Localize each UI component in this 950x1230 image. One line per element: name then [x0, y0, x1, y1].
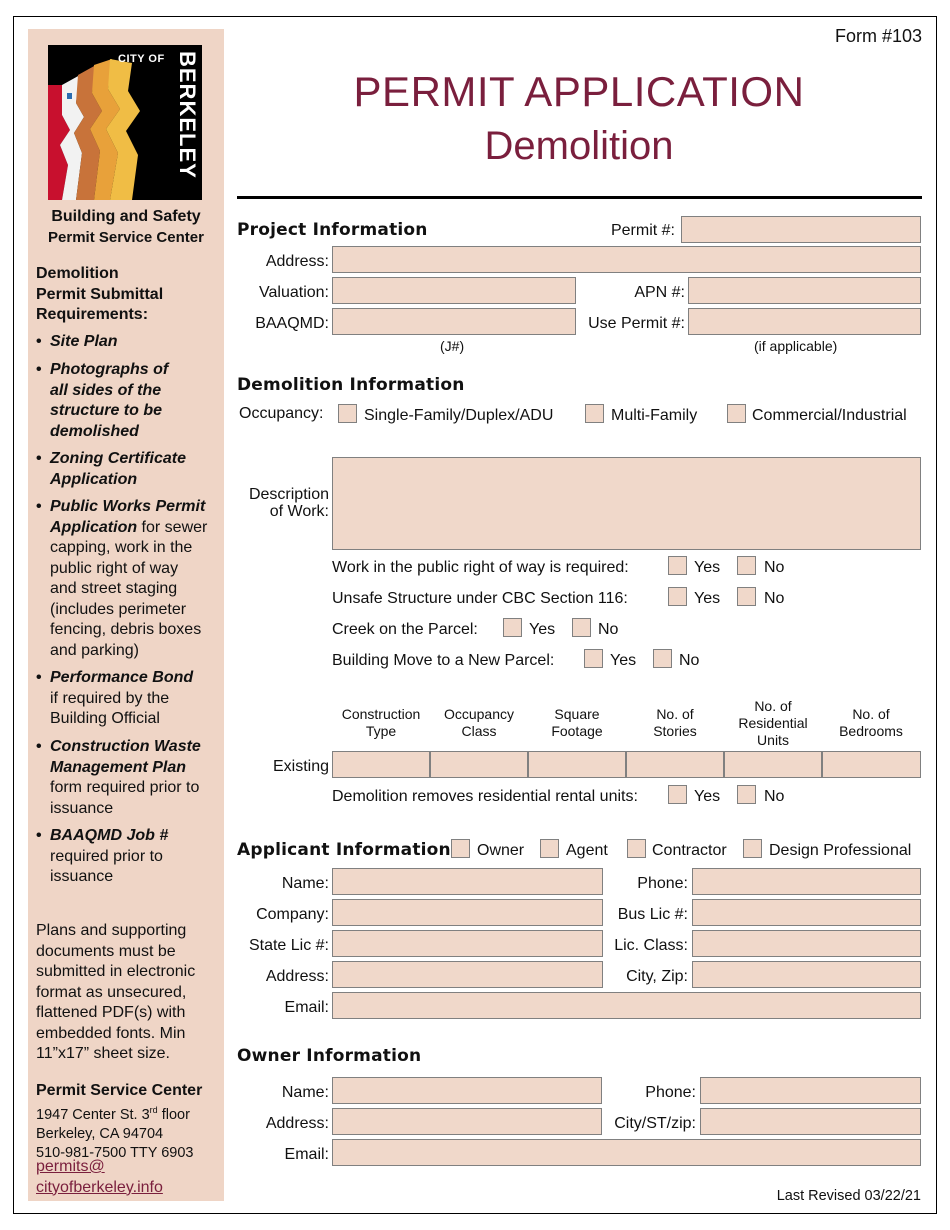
- apn-label: APN #:: [634, 284, 685, 301]
- project-info-heading: Project Information: [237, 220, 428, 240]
- col-bedrooms: [822, 706, 920, 740]
- req-waste-line: Construction Waste: [50, 738, 201, 755]
- creek-no-checkbox[interactable]: [572, 618, 591, 637]
- applicant-owner-label: Owner: [477, 842, 525, 859]
- plans-line: documents must be: [36, 942, 176, 960]
- occupancy-single-family-label: Single-Family/Duplex/ADU: [364, 407, 554, 424]
- address-sup: rd: [149, 1105, 158, 1115]
- col-construction-type: [332, 706, 430, 740]
- req-pw-line: capping, work in the: [50, 539, 193, 556]
- owner-city-field[interactable]: [700, 1108, 921, 1135]
- req-baaqmd-line: required prior to: [50, 847, 163, 865]
- applicant-email-field[interactable]: [332, 992, 921, 1019]
- permit-number-label: Permit #:: [610, 222, 675, 239]
- owner-email-field[interactable]: [332, 1139, 921, 1166]
- move-no-checkbox[interactable]: [653, 649, 672, 668]
- unsafe-yes-checkbox[interactable]: [668, 587, 687, 606]
- req-waste-plan: • Construction Waste Management Plan form required prior to issuance: [36, 738, 201, 817]
- email-link-line[interactable]: cityofberkeley.info: [36, 1178, 163, 1196]
- use-permit-field[interactable]: [688, 308, 921, 335]
- building-move-question: Building Move to a New Parcel:: [332, 652, 555, 669]
- req-pw-line: fencing, debris boxes: [50, 621, 202, 638]
- req-heading-3: Requirements:: [36, 306, 149, 323]
- creek-yes-label: Yes: [529, 621, 556, 638]
- psc-address: [36, 1101, 193, 1163]
- applicant-agent-label: Agent: [566, 842, 608, 859]
- req-zoning-line: Zoning Certificate: [50, 450, 187, 467]
- req-photographs: • Photographs of all sides of the structure to be demolished: [36, 361, 169, 440]
- req-site-plan-text: Site Plan: [50, 333, 118, 350]
- col-header-line: Footage: [551, 723, 603, 739]
- last-revised: Last Revised 03/22/21: [776, 1188, 921, 1204]
- applicant-agent-checkbox[interactable]: [540, 839, 559, 858]
- applicant-email-label: Email:: [284, 999, 329, 1016]
- use-permit-label: Use Permit #:: [588, 315, 685, 332]
- move-yes-checkbox[interactable]: [584, 649, 603, 668]
- req-baaqmd-line: BAAQMD Job #: [50, 827, 169, 844]
- plans-note: [36, 921, 195, 1065]
- applicant-info-heading: Applicant Information: [237, 840, 451, 860]
- email-link-line[interactable]: permits@: [36, 1158, 105, 1175]
- creek-question: Creek on the Parcel:: [332, 621, 478, 638]
- description-label-line: Description: [248, 486, 329, 503]
- applicant-bus-lic-label: Bus Lic #:: [617, 906, 688, 923]
- plans-line: Plans and supporting: [36, 922, 187, 939]
- col-occupancy-class: [430, 706, 528, 740]
- demolition-info-heading: Demolition Information: [237, 375, 465, 395]
- col-header-line: No. of: [754, 698, 792, 714]
- req-waste-line: Management Plan: [50, 758, 187, 776]
- public-row-question: Work in the public right of way is required:: [332, 559, 629, 576]
- existing-stories-field[interactable]: [626, 751, 724, 778]
- occupancy-single-family-checkbox[interactable]: [338, 404, 357, 423]
- req-photo-line: demolished: [50, 422, 139, 440]
- city-logo: [48, 45, 202, 200]
- occupancy-commercial-label: Commercial/Industrial: [752, 407, 907, 424]
- applicable-note: (if applicable): [754, 338, 838, 354]
- apn-field[interactable]: [688, 277, 921, 304]
- col-header-line: Units: [757, 732, 789, 748]
- unsafe-structure-question: Unsafe Structure under CBC Section 116:: [332, 590, 628, 607]
- applicant-contractor-checkbox[interactable]: [627, 839, 646, 858]
- page-title: PERMIT APPLICATION: [353, 68, 805, 115]
- dept-name: Building and Safety: [51, 208, 201, 225]
- col-square-footage: [528, 706, 626, 740]
- owner-phone-label: Phone:: [645, 1084, 696, 1101]
- req-pw-line: Public Works Permit: [50, 498, 206, 515]
- req-heading-2: Permit Submittal: [36, 286, 164, 303]
- col-header-line: Construction: [341, 706, 421, 722]
- public-row-no-label: No: [764, 559, 785, 576]
- applicant-company-field[interactable]: [332, 899, 603, 926]
- applicant-state-lic-field[interactable]: [332, 930, 603, 957]
- plans-line: flattened PDF(s) with: [36, 1004, 186, 1021]
- occupancy-label: Occupancy:: [239, 405, 324, 422]
- address-label: Address:: [265, 253, 329, 270]
- applicant-lic-class-label: Lic. Class:: [614, 937, 688, 954]
- req-site-plan: • Site Plan: [36, 333, 118, 350]
- valuation-field[interactable]: [332, 277, 576, 304]
- req-pw-line: Application: [50, 518, 138, 536]
- applicant-name-label: Name:: [281, 875, 329, 892]
- permit-number-field[interactable]: [681, 216, 921, 243]
- rental-yes-label: Yes: [694, 788, 721, 805]
- header-divider: [237, 196, 922, 199]
- existing-construction-type-field[interactable]: [332, 751, 430, 778]
- logo-berkeley-text: BERKELEY: [175, 51, 200, 179]
- dept-subname: Permit Service Center: [48, 229, 204, 246]
- address-line: 510-981-7500 TTY 6903: [36, 1144, 194, 1161]
- req-photo-line: structure to be: [50, 402, 163, 419]
- applicant-bus-lic-field[interactable]: [692, 899, 921, 926]
- page-subtitle: Demolition: [484, 124, 674, 168]
- req-pw-line: public right of way: [50, 559, 179, 577]
- applicant-design-pro-checkbox[interactable]: [743, 839, 762, 858]
- form-number: Form #103: [834, 26, 922, 46]
- applicant-design-pro-label: Design Professional: [769, 842, 912, 859]
- applicant-state-lic-label: State Lic #:: [248, 937, 329, 954]
- owner-city-label: City/ST/zip:: [614, 1115, 696, 1132]
- col-header-line: Bedrooms: [839, 723, 903, 739]
- applicant-address-label: Address:: [265, 968, 329, 985]
- col-header-line: Square: [554, 706, 600, 722]
- req-photo-line: all sides of the: [50, 381, 162, 399]
- req-pw-line: for sewer: [137, 518, 208, 536]
- existing-square-footage-field[interactable]: [528, 751, 626, 778]
- address-field[interactable]: [332, 246, 921, 273]
- req-waste-line: form required prior to: [50, 779, 200, 796]
- plans-line: format as unsecured,: [36, 983, 187, 1001]
- applicant-name-field[interactable]: [332, 868, 603, 895]
- owner-name-label: Name:: [281, 1084, 329, 1101]
- applicant-company-label: Company:: [256, 906, 329, 923]
- req-public-works: • Public Works Permit Application for sewer capping, work in the public right of way and street staging (includes perimeter fencing, debris boxes and parking): [36, 498, 208, 659]
- col-header-line: Type: [365, 723, 397, 739]
- public-row-yes-checkbox[interactable]: [668, 556, 687, 575]
- col-stories: [626, 706, 724, 740]
- req-bond-line: if required by the: [50, 689, 170, 707]
- col-header-line: Stories: [653, 723, 697, 739]
- plans-line: embedded fonts. Min: [36, 1024, 186, 1042]
- rental-units-question: Demolition removes residential rental units:: [332, 788, 638, 805]
- req-pw-line: and street staging: [50, 580, 178, 597]
- address-line: Berkeley, CA 94704: [36, 1125, 164, 1142]
- existing-residential-units-field[interactable]: [724, 751, 822, 778]
- rental-yes-checkbox[interactable]: [668, 785, 687, 804]
- col-header-line: Residential: [738, 715, 808, 731]
- col-header-line: Class: [461, 723, 497, 739]
- applicant-phone-label: Phone:: [637, 875, 688, 892]
- psc-heading: Permit Service Center: [36, 1082, 203, 1099]
- req-bond-line: Building Official: [50, 710, 160, 727]
- occupancy-commercial-checkbox[interactable]: [727, 404, 746, 423]
- existing-label: Existing: [272, 758, 329, 775]
- valuation-label: Valuation:: [259, 284, 329, 301]
- email-link[interactable]: [36, 1157, 163, 1198]
- jnum-note: (J#): [440, 338, 465, 354]
- description-label-line: of Work:: [269, 503, 329, 520]
- plans-line: 11”x17” sheet size.: [36, 1045, 170, 1062]
- occupancy-multi-family-checkbox[interactable]: [585, 404, 604, 423]
- description-label: [249, 486, 329, 520]
- existing-occupancy-class-field[interactable]: [430, 751, 528, 778]
- address-line: floor: [157, 1106, 190, 1123]
- owner-name-field[interactable]: [332, 1077, 602, 1104]
- req-bond-line: Performance Bond: [50, 669, 194, 686]
- col-header-line: No. of: [852, 706, 890, 722]
- owner-info-heading: Owner Information: [237, 1046, 422, 1066]
- public-row-yes-label: Yes: [694, 559, 721, 576]
- rental-no-checkbox[interactable]: [737, 785, 756, 804]
- req-baaqmd-line: issuance: [50, 868, 114, 885]
- rental-no-label: No: [764, 788, 785, 805]
- col-header-line: Occupancy: [443, 706, 515, 722]
- req-photo-line: Photographs of: [50, 361, 169, 378]
- col-residential-units: [724, 698, 822, 749]
- owner-email-label: Email:: [284, 1146, 329, 1163]
- creek-yes-checkbox[interactable]: [503, 618, 522, 637]
- req-performance-bond: • Performance Bond if required by the Building Official: [36, 669, 194, 727]
- applicant-address-field[interactable]: [332, 961, 603, 988]
- owner-address-label: Address:: [265, 1115, 329, 1132]
- creek-no-label: No: [598, 621, 619, 638]
- owner-phone-field[interactable]: [700, 1077, 921, 1104]
- col-header-line: No. of: [656, 706, 694, 722]
- move-no-label: No: [679, 652, 700, 669]
- plans-line: submitted in electronic: [36, 963, 196, 980]
- applicant-phone-field[interactable]: [692, 868, 921, 895]
- baaqmd-label: BAAQMD:: [255, 315, 329, 332]
- req-pw-line: and parking): [50, 641, 139, 659]
- unsafe-no-label: No: [764, 590, 785, 607]
- unsafe-yes-label: Yes: [694, 590, 721, 607]
- baaqmd-field[interactable]: [332, 308, 576, 335]
- applicant-lic-class-field[interactable]: [692, 930, 921, 957]
- address-line: 1947 Center St. 3: [36, 1106, 150, 1123]
- applicant-owner-checkbox[interactable]: [451, 839, 470, 858]
- public-row-no-checkbox[interactable]: [737, 556, 756, 575]
- req-waste-line: issuance: [50, 799, 114, 817]
- move-yes-label: Yes: [610, 652, 637, 669]
- existing-bedrooms-field[interactable]: [822, 751, 921, 778]
- req-heading-1: Demolition: [36, 265, 119, 282]
- unsafe-no-checkbox[interactable]: [737, 587, 756, 606]
- req-zoning-line: Application: [50, 470, 138, 488]
- owner-address-field[interactable]: [332, 1108, 602, 1135]
- applicant-contractor-label: Contractor: [652, 842, 727, 859]
- req-zoning: • Zoning Certificate Application: [36, 450, 187, 488]
- logo-city-of-text: CITY OF: [118, 53, 165, 65]
- applicant-city-zip-label: City, Zip:: [626, 968, 688, 985]
- req-baaqmd: • BAAQMD Job # required prior to issuance: [36, 827, 169, 885]
- applicant-city-zip-field[interactable]: [692, 961, 921, 988]
- occupancy-multi-family-label: Multi-Family: [611, 407, 698, 424]
- description-of-work-field[interactable]: [332, 457, 921, 550]
- req-pw-line: (includes perimeter: [50, 600, 187, 618]
